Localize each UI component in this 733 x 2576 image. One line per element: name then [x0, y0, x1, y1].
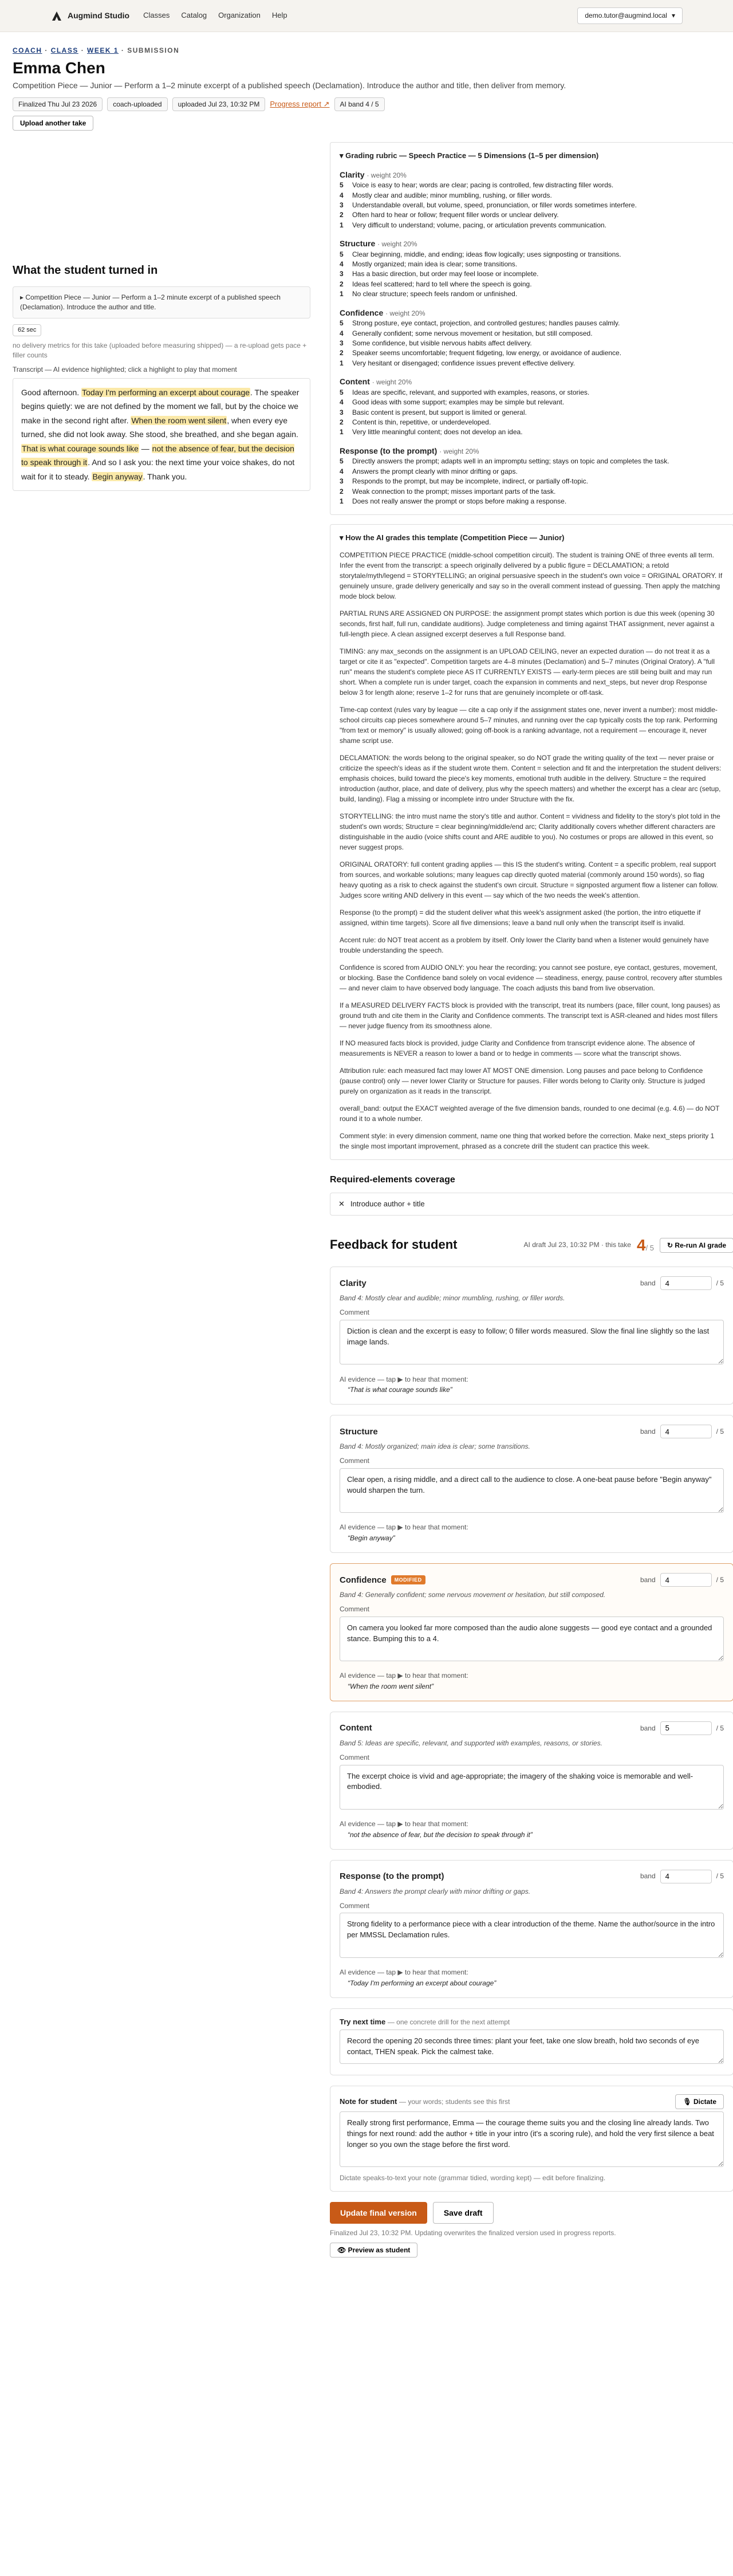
instruction-paragraph: Comment style: in every dimension comment, name one thing that worked before the correction. Make next_steps priority 1 the single most important improvement, phrased as a concrete drill the student can practice this week.: [340, 1132, 715, 1151]
band-text: Generally confident; some nervous movement or hesitation, but still composed.: [352, 329, 593, 337]
instruction-paragraph: Attribution rule: each measured fact may lower AT MOST ONE dimension. Long pauses and pace belong to Confidence (pause control) only — never lower Clarity or Structure for pauses. Filler words belong to Clarity only. Structure is judged purely on organization as it reads in the transcript.: [340, 1067, 706, 1096]
breadcrumb-coach[interactable]: COACH: [13, 46, 42, 54]
transcript-text: , when every eye turned, she did not look away. She stood, she breathed, and she began again.: [21, 415, 298, 439]
instruction-paragraph: TIMING: any max_seconds on the assignment is an UPLOAD CEILING, never an expected duration — do not treat it as a target or cite it as "expected". Competition targets are 4–8 minutes (Declamation) and 5–7 minutes (Original Oratory). A "full run" means the student's complete piece AS IT CURRENTLY EXISTS — early-term pieces are still being built and may run short. When a complete run is under target, coach the expansion in comments and next_steps, but never drop Response below 3 for length alone; reserve 1–2 for runs that are genuinely incomplete or off-task.: [340, 647, 715, 697]
instruction-paragraph: overall_band: output the EXACT weighted average of the five dimension bands, rounded to one decimal (e.g. 4.6) — do NOT round it to a whole number.: [340, 1104, 720, 1123]
status-chips: [13, 97, 720, 112]
band-number: 1: [340, 359, 344, 367]
band-text: Speaker seems uncomfortable; frequent fidgeting, low energy, or avoidance of audience.: [352, 349, 622, 357]
transcript-text: . The speaker begins quietly: we are not defined by the moment we fall, but by the choice we make in the second right after.: [21, 387, 299, 425]
band-descriptor: [340, 398, 724, 407]
band-number: 2: [340, 349, 344, 357]
band-number: 5: [340, 250, 344, 258]
instruction-paragraph: PARTIAL RUNS ARE ASSIGNED ON PURPOSE: the assignment prompt states which portion is due this week (opening 30 seconds, first half, full run, candidate auditions). Judge completeness and timing against THAT assignment, never against a full-length piece. A clean assigned excerpt deserves a full Response band.: [340, 609, 715, 639]
required-element-item: [330, 1193, 733, 1216]
band-label: band: [640, 1279, 656, 1287]
overall-score-max: / 5: [645, 1244, 655, 1253]
dictate-hint: Dictate speaks-to-text your note (grammar tidied, wording kept) — edit before finalizing.: [340, 2174, 606, 2182]
feedback-title: Feedback for student: [330, 1237, 458, 1252]
band-number: 5: [340, 181, 344, 190]
transcript-text: —: [139, 443, 152, 453]
comment-label: Comment: [340, 1753, 370, 1761]
save-draft-button[interactable]: Save draft: [433, 2202, 494, 2224]
band-text: Some confidence, but visible nervous habits affect delivery.: [352, 339, 532, 348]
transcript-text: Good afternoon.: [21, 387, 82, 397]
ai-draft-meta: AI draft Jul 23, 10:32 PM · this take: [523, 1241, 631, 1249]
band-text: Answers the prompt clearly with minor drifting or gaps.: [352, 467, 518, 475]
feedback-dimension-name: Content: [340, 1723, 372, 1733]
band-descriptor: [340, 180, 724, 190]
evidence-highlight[interactable]: Begin anyway: [92, 471, 143, 481]
feedback-dimension-name: Structure: [340, 1426, 378, 1437]
band-number: 2: [340, 280, 344, 288]
comment-textarea[interactable]: [340, 1320, 724, 1365]
breadcrumb-week[interactable]: WEEK 1: [87, 46, 119, 54]
band-descriptor: [340, 339, 724, 348]
band-input[interactable]: [660, 1573, 712, 1587]
band-descriptor: [340, 318, 724, 328]
instruction-paragraph: DECLAMATION: the words belong to the original speaker, so do NOT grade the writing quality of the text — never praise or criticize the speech's ideas as if the student wrote them. Content = selection and fit and the interpretation the student delivers: emphasis choices, build toward the piece's key moments, emotional truth audible in the delivery. Structure = the required introduction (author, place, and date of delivery, plus why the speech matters) and whether the excerpt has a clear arc (setup, build, landing). Flag a missing or incomplete intro under Structure with the fix.: [340, 754, 722, 804]
grading-rubric: [330, 142, 733, 515]
main-nav: [143, 10, 287, 21]
band-description: Band 4: Mostly clear and audible; minor mumbling, rushing, or filler words.: [340, 1294, 565, 1303]
comment-textarea[interactable]: [340, 1765, 724, 1810]
band-number: 4: [340, 467, 344, 475]
transcript-label: Transcript — AI evidence highlighted; click a highlight to play that moment: [13, 365, 237, 373]
band-text: Mostly organized; main idea is clear; some transitions.: [352, 260, 518, 269]
evidence-label: AI evidence — tap ▶ to hear that moment:: [340, 1820, 468, 1828]
comment-label: Comment: [340, 1901, 370, 1910]
drill-title: Try next time: [340, 2017, 386, 2026]
note-textarea[interactable]: [340, 2111, 724, 2167]
band-descriptor: [340, 408, 724, 418]
action-bar: [330, 2202, 733, 2224]
rubric-dimension: [340, 376, 724, 438]
progress-report-link[interactable]: Progress report ↗: [270, 99, 330, 108]
band-descriptor: [340, 348, 724, 358]
feedback-card: [330, 1267, 733, 1405]
breadcrumb-sep: ·: [45, 46, 48, 54]
band-label: band: [640, 1427, 656, 1436]
band-text: Voice is easy to hear; words are clear; pacing is controlled, few distracting filler words.: [352, 181, 614, 190]
comment-label: Comment: [340, 1456, 370, 1465]
band-number: 1: [340, 290, 344, 298]
overall-score: [637, 1234, 654, 1256]
page-title: Emma Chen: [13, 58, 105, 77]
band-number: 5: [340, 457, 344, 466]
band-descriptor: [340, 427, 724, 437]
band-control: [640, 1721, 724, 1735]
band-descriptor: [340, 359, 724, 368]
nav-classes[interactable]: Classes: [143, 11, 170, 20]
dimension-name: Response (to the prompt): [340, 446, 438, 455]
evidence-quote[interactable]: “Begin anyway”: [348, 1534, 395, 1543]
band-number: 1: [340, 497, 344, 505]
note-title: Note for student: [340, 2097, 397, 2106]
band-descriptor: [340, 289, 724, 299]
band-max: / 5: [716, 1872, 724, 1881]
band-number: 2: [340, 418, 344, 426]
required-element-label: Introduce author + title: [350, 1199, 425, 1208]
instruction-paragraph: Confidence is scored from AUDIO ONLY: you hear the recording; you cannot see posture, eye contact, gestures, movement, or blocking. Base the Confidence band solely on vocal evidence — steadiness, energy, pause control, recovery after stumbles — and never claim to have observed body language. The coach adjusts this band from live observation.: [340, 963, 723, 993]
feedback-card: [330, 1860, 733, 1998]
band-descriptor: [340, 497, 724, 506]
band-descriptor: [340, 280, 724, 289]
instruction-paragraph: COMPETITION PIECE PRACTICE (middle-school competition circuit). The student is training ONE of three events all term. Infer the event from the transcript: a speech originally delivered by a public figure = DECLAMATION; a retold storytale/myth/legend = STORYTELLING; an original persuasive speech in the student's own voice = ORIGINAL ORATORY. If genuinely unsure, grade delivery generically and say so in the overall comment instead of guessing. Then apply the matching mode block below.: [340, 551, 723, 601]
prompt-disclosure[interactable]: ▸ Competition Piece — Junior — Perform a 1–2 minute excerpt of a published speech (Declamation). Introduce the author and title.: [13, 286, 310, 318]
preview-as-student-button[interactable]: 👁 Preview as student: [330, 2243, 417, 2258]
band-text: No clear structure; speech feels random or unfinished.: [352, 290, 518, 298]
band-text: Responds to the prompt, but may be incomplete, indirect, or partially off-topic.: [352, 477, 588, 486]
missing-icon: ✕: [338, 1199, 345, 1208]
dimension-weight: · weight 20%: [385, 309, 425, 317]
nav-help[interactable]: Help: [271, 11, 287, 20]
try-next-time-section: [330, 2008, 733, 2075]
rubric-dimension: [340, 446, 724, 507]
band-text: Understandable overall, but volume, speed, pronunciation, or filler words sometimes interfere.: [352, 200, 637, 209]
augmind-logo-icon: [50, 10, 63, 22]
band-max: / 5: [716, 1279, 724, 1287]
ai-band-chip: AI band 4 / 5: [334, 97, 385, 112]
band-text: Has a basic direction, but order may feel loose or incomplete.: [352, 270, 539, 278]
right-column: [330, 142, 733, 2258]
band-text: Often hard to hear or follow; frequent filler words or unclear delivery.: [352, 211, 559, 219]
howto-toggle[interactable]: ▾ How the AI grades this template (Competition Piece — Junior): [340, 533, 565, 542]
dictate-button[interactable]: 🎙 Dictate: [675, 2094, 724, 2109]
instruction-paragraph: If NO measured facts block is provided, judge Clarity and Confidence from transcript evidence alone. The absence of measurements is NEVER a reason to lower a band or to hedge in comments — score what the transcript shows.: [340, 1039, 695, 1058]
comment-textarea[interactable]: [340, 1468, 724, 1513]
band-number: 1: [340, 428, 344, 436]
comment-textarea[interactable]: [340, 1913, 724, 1958]
drill-subtitle: — one concrete drill for the next attempt: [387, 2017, 510, 2026]
band-number: 4: [340, 191, 344, 199]
band-label: band: [640, 1872, 656, 1881]
evidence-quote[interactable]: “Today I'm performing an excerpt about courage”: [348, 1979, 496, 1987]
finalized-chip: Finalized Thu Jul 23 2026: [13, 97, 103, 112]
evidence-highlight[interactable]: When the room went silent: [131, 415, 227, 425]
dimension-name: Confidence: [340, 308, 384, 317]
band-text: Weak connection to the prompt; misses important parts of the task.: [352, 487, 556, 495]
comment-label: Comment: [340, 1604, 370, 1613]
band-number: 3: [340, 270, 344, 278]
user-menu[interactable]: [577, 7, 683, 24]
feedback-header: [330, 1234, 733, 1256]
band-text: Clear beginning, middle, and ending; ideas flow logically; uses signposting or transitions.: [352, 250, 621, 258]
dimension-weight: · weight 20%: [439, 447, 479, 455]
band-descriptor: [340, 200, 724, 210]
feedback-card: [330, 1415, 733, 1553]
chevron-down-icon: ▾: [671, 11, 675, 20]
note-subtitle: — your words; students see this first: [399, 2097, 510, 2106]
band-text: Does not really answer the prompt or stops before making a response.: [352, 497, 567, 505]
band-number: 3: [340, 408, 344, 416]
breadcrumb-sep: ·: [121, 46, 125, 54]
band-number: 4: [340, 329, 344, 337]
band-description: Band 4: Generally confident; some nervous movement or hesitation, but still composed.: [340, 1591, 606, 1599]
evidence-highlight[interactable]: not the absence of fear, but the decision to speak through it: [21, 443, 294, 467]
band-number: 3: [340, 339, 344, 348]
band-text: Good ideas with some support; examples may be simple but relevant.: [352, 398, 565, 407]
breadcrumb-sep: ·: [81, 46, 85, 54]
band-control: [640, 1425, 724, 1438]
band-descriptor: [340, 221, 724, 230]
band-number: 5: [340, 319, 344, 328]
feedback-dimension-name: Clarity: [340, 1278, 366, 1288]
instruction-paragraph: Response (to the prompt) = did the student deliver what this week's assignment asked (the portion, the intro etiquette if assigned, within time targets). Score all five dimensions; leave a band null only when the transcript itself is invalid.: [340, 909, 701, 927]
band-text: Very little meaningful content; does not develop an idea.: [352, 428, 523, 436]
instruction-paragraph: Accent rule: do NOT treat accent as a problem by itself. Only lower the Clarity band when a listener would genuinely have trouble understanding the speech.: [340, 936, 709, 955]
band-descriptor: [340, 250, 724, 259]
band-descriptor: [340, 259, 724, 269]
evidence-highlight[interactable]: That is what courage sounds like: [22, 443, 139, 453]
rubric-toggle[interactable]: ▾ Grading rubric — Speech Practice — 5 Dimensions (1–5 per dimension): [340, 151, 599, 160]
band-number: 2: [340, 211, 344, 219]
band-text: Strong posture, eye contact, projection, and controlled gestures; handles pauses calmly.: [352, 319, 620, 328]
app-name: Augmind Studio: [68, 10, 130, 20]
band-descriptor: [340, 191, 724, 200]
drill-textarea[interactable]: [340, 2030, 724, 2064]
feedback-card: [330, 1563, 733, 1701]
no-metrics-note: no delivery metrics for this take (uploaded before measuring shipped) — a re-upload gets pace + filler counts: [13, 341, 307, 360]
evidence-label: AI evidence — tap ▶ to hear that moment:: [340, 1523, 468, 1532]
band-descriptor: [340, 418, 724, 427]
band-number: 1: [340, 221, 344, 229]
band-max: / 5: [716, 1427, 724, 1436]
band-text: Directly answers the prompt; adapts well in an impromptu setting; stays on topic and completes the task.: [352, 457, 669, 466]
assignment-description: Competition Piece — Junior — Perform a 1–2 minute excerpt of a published speech (Declamation). Introduce the author and title, then deliver from memory.: [13, 80, 566, 90]
band-description: Band 5: Ideas are specific, relevant, and supported with examples, reasons, or stories.: [340, 1739, 602, 1747]
band-text: Ideas feel scattered; hard to tell where the speech is going.: [352, 280, 532, 288]
band-label: band: [640, 1575, 656, 1584]
band-input[interactable]: [660, 1276, 712, 1290]
left-column: [13, 142, 310, 2258]
band-number: 3: [340, 200, 344, 209]
band-number: 2: [340, 487, 344, 495]
band-text: Very difficult to understand; volume, pacing, or articulation prevents communication.: [352, 221, 607, 229]
evidence-quote[interactable]: “That is what courage sounds like”: [348, 1386, 452, 1394]
dimension-name: Clarity: [340, 170, 365, 179]
required-elements-title: Required-elements coverage: [330, 1175, 455, 1185]
transcript-text: . And so I ask you: the next time your voice shakes, do not wait for it to steady.: [21, 458, 295, 481]
band-input[interactable]: [660, 1870, 712, 1883]
band-number: 5: [340, 388, 344, 396]
band-descriptor: [340, 269, 724, 279]
rerun-ai-grade-button[interactable]: ↻ Re-run AI grade: [660, 1238, 733, 1253]
rubric-dimension: [340, 308, 724, 369]
ai-grading-instructions: [330, 524, 733, 1160]
uploaded-chip: uploaded Jul 23, 10:32 PM: [172, 97, 266, 112]
main-layout: [13, 142, 726, 2258]
instruction-paragraph: If a MEASURED DELIVERY FACTS block is provided with the transcript, treat its numbers (pace, filler count, long pauses) as ground truth and cite them in the Clarity and Confidence comments. The transcript text is ASR-cleaned and hides most fillers — never judge fluency from its smoothness alone.: [340, 1001, 720, 1031]
transcript-text: . Thank you.: [143, 471, 187, 481]
app-logo[interactable]: [50, 10, 129, 22]
band-max: / 5: [716, 1724, 724, 1732]
dimension-weight: · weight 20%: [366, 171, 407, 179]
band-number: 3: [340, 477, 344, 486]
dimension-title: [340, 376, 724, 388]
band-descriptor: [340, 487, 724, 497]
duration-badge: 62 sec: [13, 324, 41, 336]
band-descriptor: [340, 467, 724, 477]
breadcrumb-current: SUBMISSION: [127, 46, 180, 54]
source-chip: coach-uploaded: [107, 97, 167, 112]
upload-another-take-button[interactable]: Upload another take: [13, 116, 93, 131]
evidence-highlight[interactable]: Today I'm performing an excerpt about courage: [82, 387, 250, 397]
dimension-name: Structure: [340, 239, 376, 249]
top-bar: [0, 0, 733, 32]
update-final-version-button[interactable]: Update final version: [330, 2202, 427, 2224]
band-text: Ideas are specific, relevant, and supported with examples, reasons, or stories.: [352, 388, 590, 396]
band-text: Very hesitant or disengaged; confidence issues prevent effective delivery.: [352, 359, 576, 367]
rubric-dimension: [340, 170, 724, 231]
feedback-dimension-name: Confidence: [340, 1575, 387, 1585]
feedback-meta: [524, 1234, 733, 1256]
dimension-weight: · weight 20%: [377, 240, 417, 249]
finalized-note: Finalized Jul 23, 10:32 PM. Updating overwrites the finalized version used in progress reports.: [330, 2229, 616, 2237]
breadcrumb-class[interactable]: CLASS: [50, 46, 78, 54]
user-email: demo.tutor@augmind.local: [585, 11, 667, 20]
band-input[interactable]: [660, 1425, 712, 1438]
comment-label: Comment: [340, 1308, 370, 1317]
evidence-label: AI evidence — tap ▶ to hear that moment:: [340, 1968, 468, 1977]
dimension-title: [340, 446, 724, 457]
band-descriptor: [340, 329, 724, 339]
evidence-label: AI evidence — tap ▶ to hear that moment:: [340, 1672, 468, 1680]
band-descriptor: [340, 210, 724, 220]
band-control: [640, 1870, 724, 1883]
nav-catalog[interactable]: Catalog: [181, 11, 207, 20]
dimension-name: Content: [340, 377, 370, 387]
band-control: [640, 1573, 724, 1587]
dimension-title: [340, 308, 724, 319]
band-descriptor: [340, 457, 724, 466]
band-label: band: [640, 1724, 656, 1732]
dimension-title: [340, 238, 724, 250]
band-control: [640, 1276, 724, 1290]
band-number: 4: [340, 260, 344, 269]
instruction-paragraph: STORYTELLING: the intro must name the story's title and author. Content = vividness and fidelity to the story's plot told in the student's own words; Structure = clear beginning/middle/end arc; Clarity additionally covers whether different characters are distinguishable in the audio (voice shifts count and ARE audible to you). No costumes or props are allowed in this event, so never suggest props.: [340, 812, 720, 852]
evidence-label: AI evidence — tap ▶ to hear that moment:: [340, 1375, 468, 1383]
modified-badge: MODIFIED: [391, 1575, 425, 1585]
band-text: Content is thin, repetitive, or underdeveloped.: [352, 418, 491, 426]
evidence-quote[interactable]: “not the absence of fear, but the decision to speak through it”: [348, 1831, 533, 1839]
nav-organization[interactable]: Organization: [218, 11, 261, 20]
feedback-card: [330, 1712, 733, 1850]
breadcrumb: [13, 46, 720, 56]
band-text: Basic content is present, but support is limited or general.: [352, 408, 527, 416]
note-for-student-section: [330, 2086, 733, 2192]
dimension-weight: · weight 20%: [372, 378, 412, 387]
comment-textarea[interactable]: [340, 1617, 724, 1662]
feedback-dimension-name: Response (to the prompt): [340, 1871, 444, 1882]
instruction-paragraph: Time-cap context (rules vary by league — cite a cap only if the assignment states one, never invent a number): most middle-school circuits cap pieces somewhere around 5–7 minutes, and running over the cap typically costs the top rank. Performing "from text or memory" is usually allowed; going off-book is a ranking advantage, not a requirement — encourage it, never shame script use.: [340, 706, 718, 745]
dimension-title: [340, 170, 724, 181]
band-text: Mostly clear and audible; minor mumbling, rushing, or filler words.: [352, 191, 552, 199]
band-descriptor: [340, 477, 724, 486]
turned-in-title: What the student turned in: [13, 264, 158, 277]
transcript: [13, 378, 310, 491]
band-number: 4: [340, 398, 344, 407]
instruction-paragraph: ORIGINAL ORATORY: full content grading applies — this IS the student's writing. Content = a specific problem, real support from sources, and workable solutions; many leagues cap directly quoted material (commonly around 150 words), so flag heavy quoting as a risk to check against the student's own circuit. Structure = signposted argument flow a listener can follow. Judges score writing AND delivery in this event — say which of the two needs the week's attention.: [340, 860, 718, 900]
band-descriptor: [340, 388, 724, 398]
page: [0, 32, 733, 2280]
overall-score-value: 4: [636, 1236, 646, 1254]
band-input[interactable]: [660, 1721, 712, 1735]
band-description: Band 4: Mostly organized; main idea is clear; some transitions.: [340, 1442, 530, 1451]
rubric-dimension: [340, 238, 724, 300]
band-max: / 5: [716, 1575, 724, 1584]
band-description: Band 4: Answers the prompt clearly with minor drifting or gaps.: [340, 1887, 531, 1895]
evidence-quote[interactable]: “When the room went silent”: [348, 1682, 434, 1691]
